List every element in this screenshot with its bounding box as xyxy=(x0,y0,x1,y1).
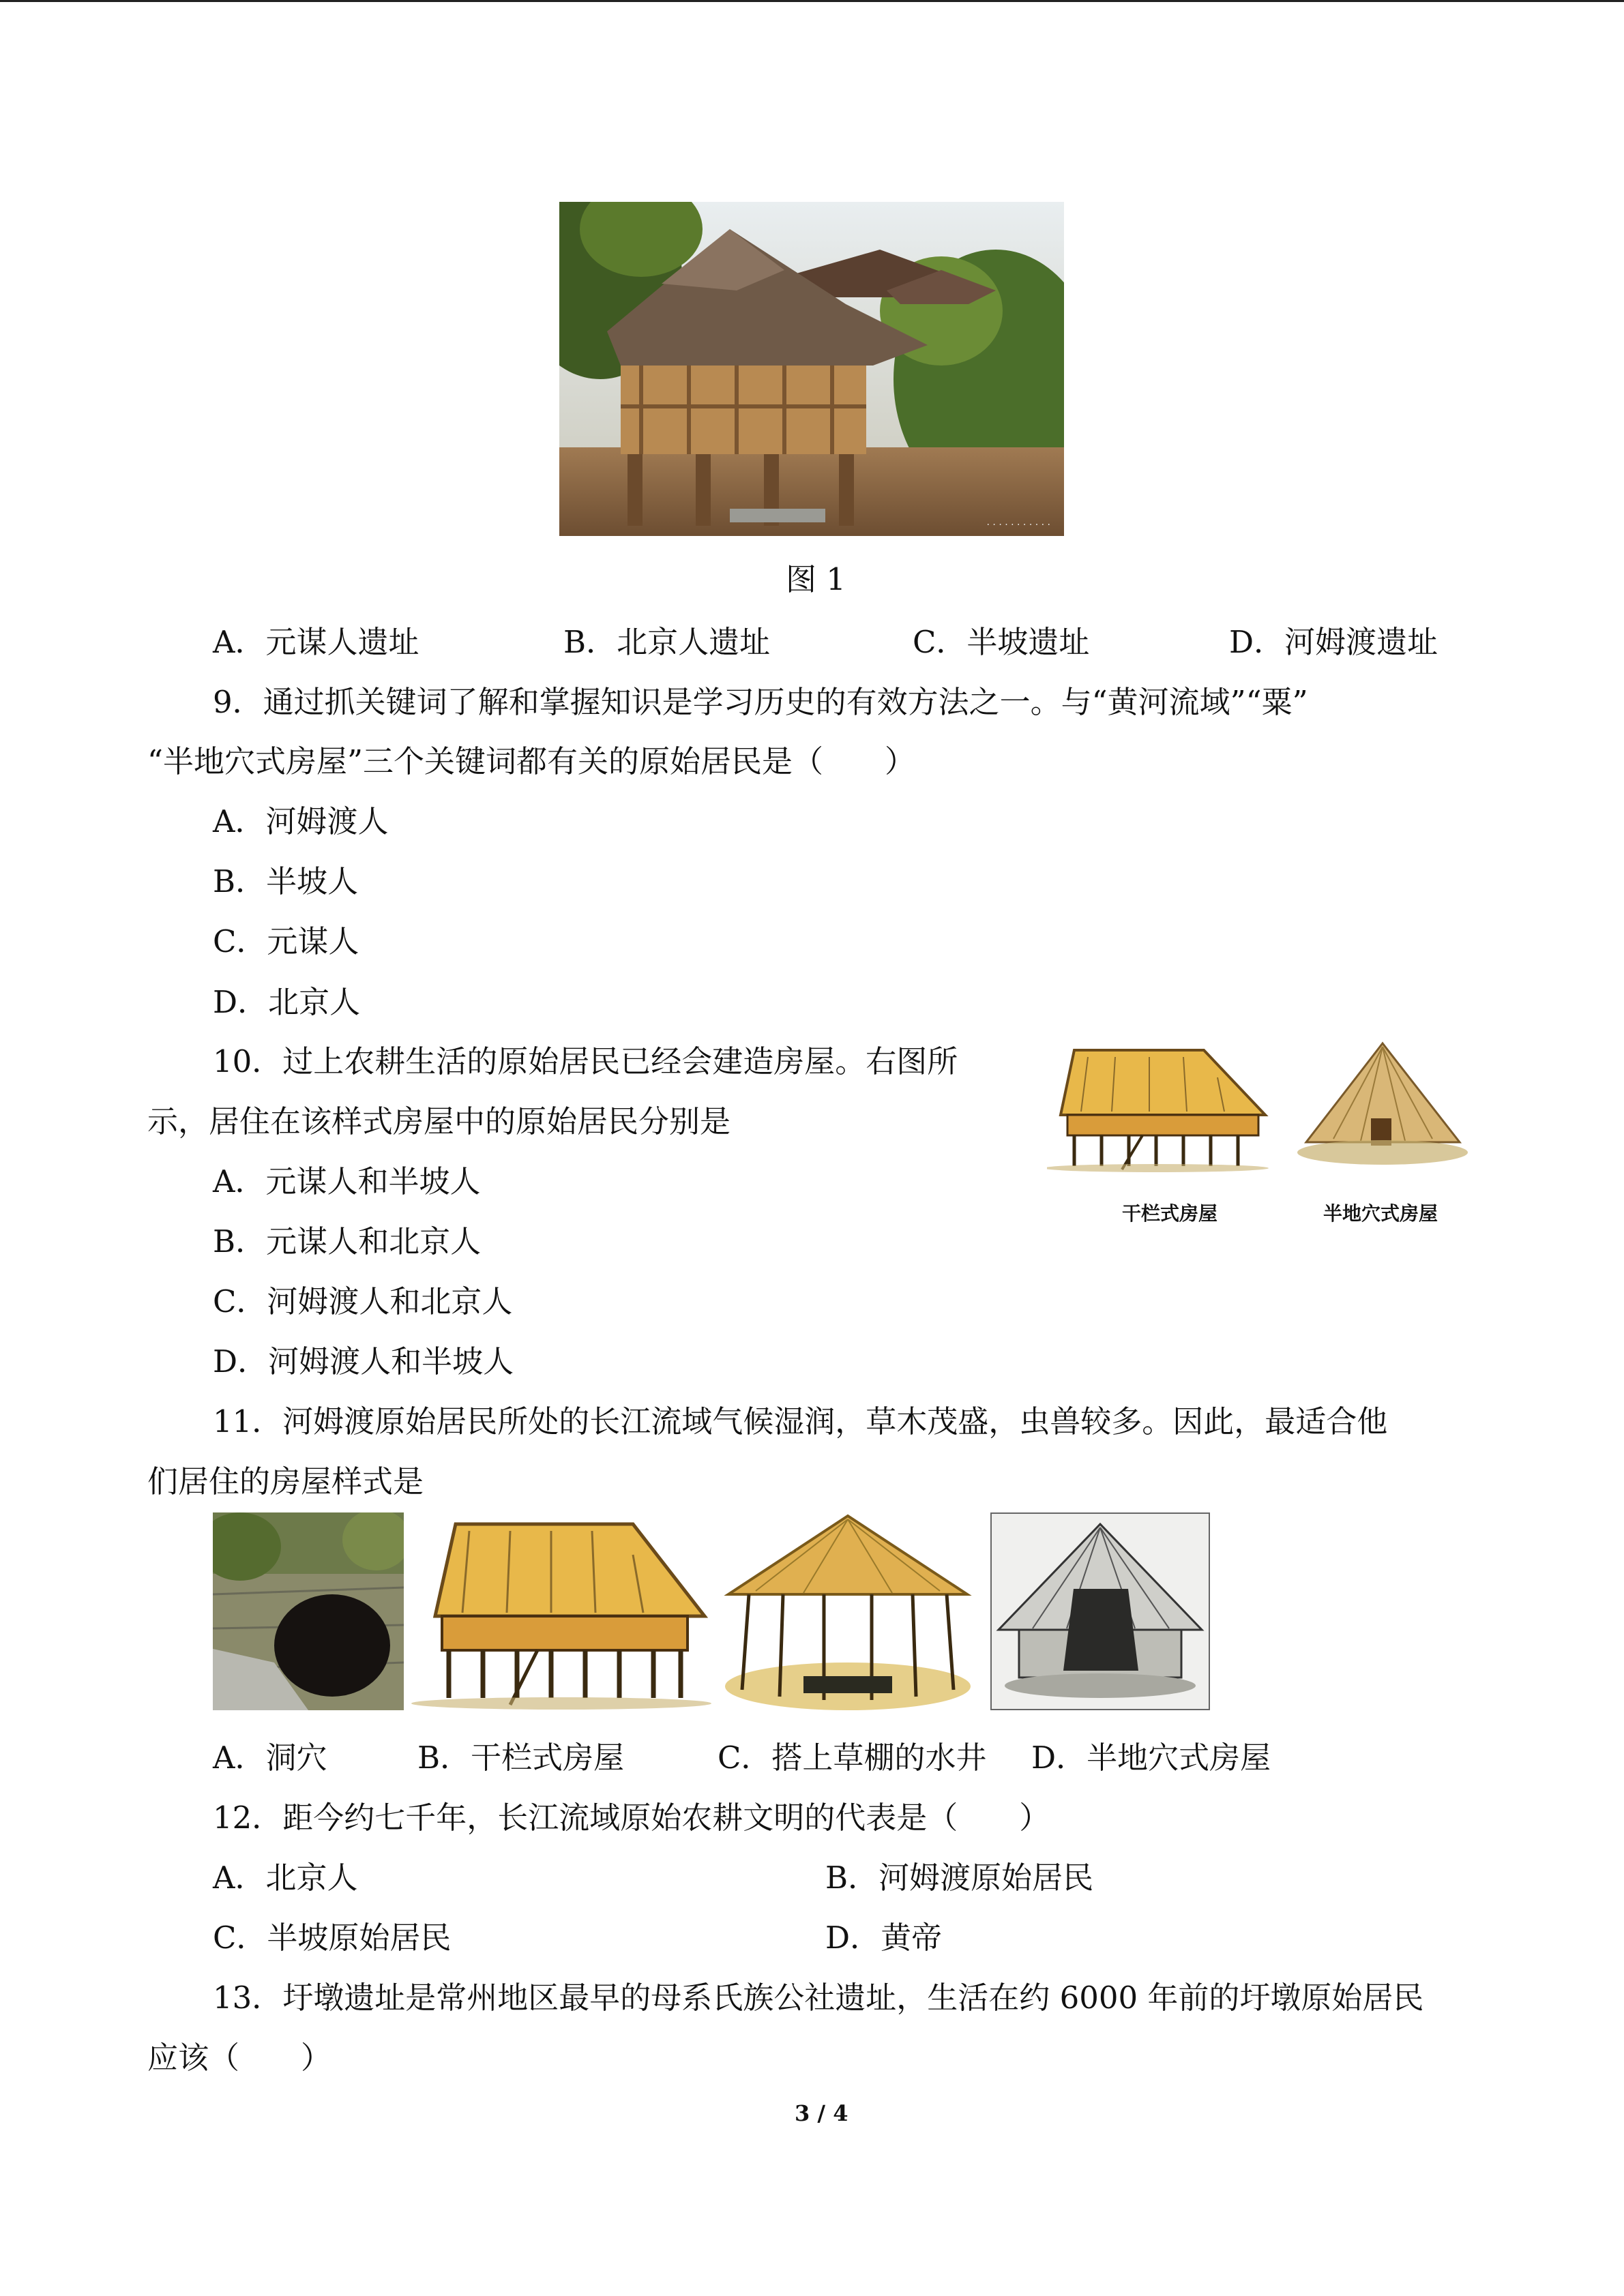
q13-stem-line1: 13．圩墩遗址是常州地区最早的母系氏族公社遗址，生活在约 6000 年前的圩墩原始居民 xyxy=(213,1980,1424,2016)
q13-stem-line2: 应该（ ） xyxy=(147,2040,332,2076)
thatched-well-image xyxy=(722,1512,974,1710)
q10-stem-line2: 示，居住在该样式房屋中的原始居民分别是 xyxy=(147,1103,731,1139)
stilt-house-illustration xyxy=(1047,1037,1279,1173)
q11-option-a: A．洞穴 xyxy=(213,1740,327,1776)
q10-option-b: B．元谋人和北京人 xyxy=(213,1223,482,1259)
q10-option-c: C．河姆渡人和北京人 xyxy=(213,1283,513,1320)
q10-option-a: A．元谋人和半坡人 xyxy=(213,1163,481,1199)
stilt-house-option-image xyxy=(408,1514,715,1712)
stilt-house-label: 干栏式房屋 xyxy=(1122,1202,1218,1225)
q8-option-a: A．元谋人遗址 xyxy=(213,624,419,660)
q11-option-c: C．搭上草棚的水井 xyxy=(718,1740,987,1776)
cave-photo xyxy=(213,1512,404,1710)
q8-option-c: C．半坡遗址 xyxy=(913,624,1090,660)
q9-option-a: A．河姆渡人 xyxy=(213,803,389,839)
q12-option-c: C．半坡原始居民 xyxy=(213,1920,452,1956)
q9-stem-line1: 9．通过抓关键词了解和掌握知识是学习历史的有效方法之一。与“黄河流域”“粟” xyxy=(213,684,1308,720)
q11-option-d: D．半地穴式房屋 xyxy=(1031,1740,1271,1776)
q9-option-b: B．半坡人 xyxy=(213,863,359,899)
svg-text:· · · · · · · · · · ·: · · · · · · · · · · · xyxy=(986,520,1050,531)
q9-option-c: C．元谋人 xyxy=(213,923,359,959)
q10-option-d: D．河姆渡人和半坡人 xyxy=(213,1343,514,1380)
q8-option-d: D．河姆渡遗址 xyxy=(1229,624,1438,660)
page-top-border xyxy=(0,0,1624,2)
q10-stem-line1: 10．过上农耕生活的原始居民已经会建造房屋。右图所 xyxy=(213,1043,958,1079)
q12-option-a: A．北京人 xyxy=(213,1860,358,1896)
q9-stem-line2: “半地穴式房屋”三个关键词都有关的原始居民是（ ） xyxy=(147,743,916,779)
q12-option-b: B．河姆渡原始居民 xyxy=(825,1860,1094,1896)
semi-subterranean-option-image xyxy=(990,1512,1210,1710)
q11-stem-line2: 们居住的房屋样式是 xyxy=(147,1463,424,1500)
q9-option-d: D．北京人 xyxy=(213,984,361,1020)
figure-1-caption: 图 1 xyxy=(786,561,846,597)
q12-option-d: D．黄帝 xyxy=(825,1920,943,1956)
semi-subterranean-house-illustration xyxy=(1293,1040,1473,1176)
page-number: 3 / 4 xyxy=(795,2100,848,2126)
q8-option-b: B．北京人遗址 xyxy=(563,624,771,660)
q11-stem-line1: 11．河姆渡原始居民所处的长江流域气候湿润，草木茂盛，虫兽较多。因此，最适合他 xyxy=(213,1403,1388,1440)
q11-option-b: B．干栏式房屋 xyxy=(417,1740,625,1776)
q12-stem: 12．距今约七千年，长江流域原始农耕文明的代表是（ ） xyxy=(213,1800,1050,1836)
stilt-house-photo xyxy=(559,202,1064,536)
semi-subterranean-house-label: 半地穴式房屋 xyxy=(1323,1202,1438,1225)
